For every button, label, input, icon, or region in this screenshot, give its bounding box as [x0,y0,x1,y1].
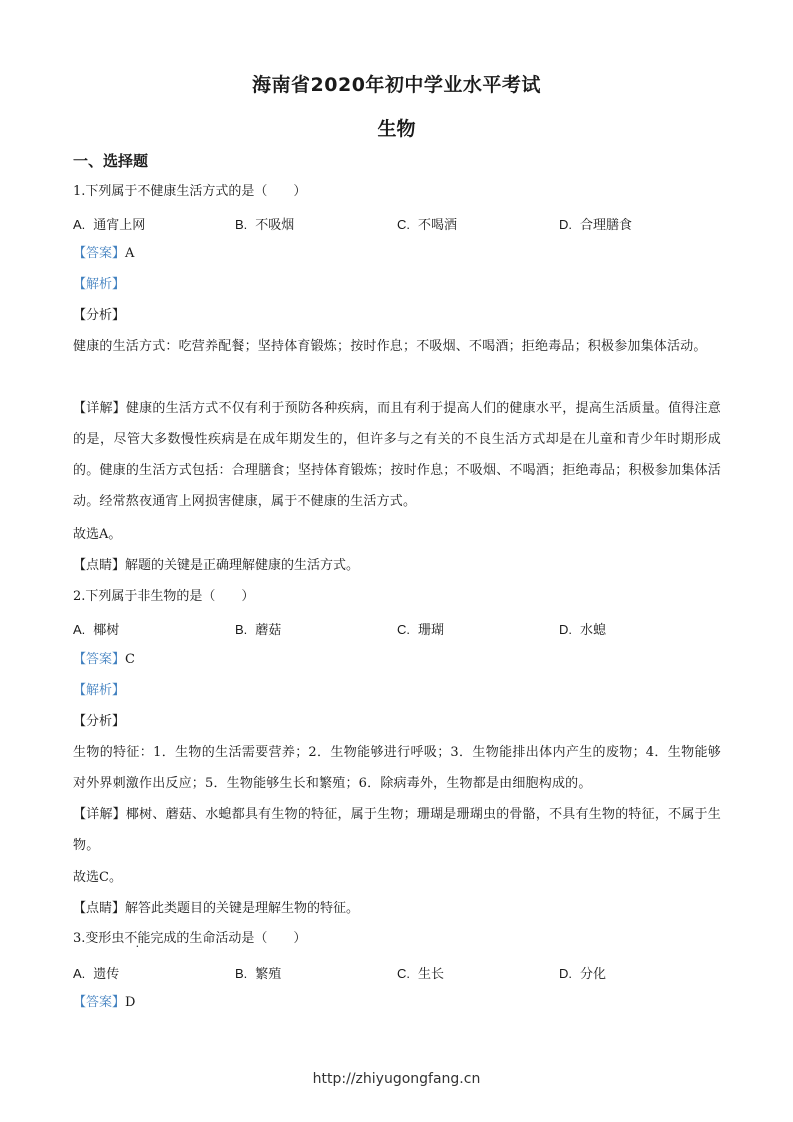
q2-stem: 2.下列属于非生物的是（ ） [73,589,255,604]
q1-analysis-tag: 【解析】 [73,277,126,292]
q1-choice: 故选A。 [73,527,122,542]
q3-options [73,963,721,980]
q1-option-a: A. 通宵上网 [73,217,146,233]
q2-options [73,619,721,636]
q3-option-c: C. 生长 [397,966,445,982]
q1-option-d: D. 合理膳食 [559,217,633,233]
q3-option-a: A. 遗传 [73,966,120,982]
q1-fenxi-tag: 【分析】 [73,308,126,323]
q3-option-b: B. 繁殖 [235,966,282,982]
section-heading: 一、选择题 [73,152,149,170]
dianjing-tag: 【点睛】 [73,901,126,916]
xiangjie-tag: 【详解】 [73,807,126,822]
answer-tag: 【答案】 [73,246,126,261]
q3-answer [73,994,721,1011]
dianjing-text: 解题的关键是正确理解健康的生活方式。 [125,558,360,573]
q2-option-c: C. 珊瑚 [397,622,445,638]
q2-option-d: D. 水螅 [559,622,607,638]
q2-answer [73,651,721,668]
q2-xiangjie [73,799,721,861]
answer-value: A [125,246,135,261]
page-title: 海南省2020年初中学业水平考试 [252,74,541,96]
answer-value: D [125,995,136,1010]
q2-dianjing [73,900,721,917]
q3-stem: 3.变形虫不能完成的生命活动是（ ） [73,931,307,946]
q2-fenxi-text: 生物的特征：1．生物的生活需要营养；2．生物能够进行呼吸；3．生物能排出体内产生的废物；4．生物能够对外界刺激作出反应；5．生物能够生长和繁殖；6．除病毒外，生物都是由细胞构成的。 [73,745,721,791]
q2-fenxi-tag: 【分析】 [73,714,126,729]
footer-url: http://zhiyugongfang.cn [312,1071,481,1087]
xiangjie-text: 椰树、蘑菇、水螅都具有生物的特征，属于生物；珊瑚是珊瑚虫的骨骼，不具有生物的特征，不属于生物。 [73,807,721,853]
answer-tag: 【答案】 [73,652,126,667]
emphasis-dotted-text: 不能 [124,931,151,946]
q2-analysis-tag: 【解析】 [73,683,126,698]
q1-answer [73,245,721,262]
q3-option-d: D. 分化 [559,966,607,982]
q2-choice: 故选C。 [73,870,122,885]
q2-option-b: B. 蘑菇 [235,622,282,638]
q1-fenxi-text: 健康的生活方式：吃营养配餐；坚持体育锻炼；按时作息；不吸烟、不喝酒；拒绝毒品；积极参加集体活动。 [73,339,707,354]
q1-xiangjie [73,393,721,517]
q2-option-a: A. 椰树 [73,622,120,638]
xiangjie-text: 健康的生活方式不仅有利于预防各种疾病，而且有利于提高人们的健康水平，提高生活质量。值得注意的是，尽管大多数慢性疾病是在成年期发生的，但许多与之有关的不良生活方式却是在儿童和青少年时期形成的。健康的生活方式包括：合理膳食；坚持体育锻炼；按时作息；不吸烟、不喝酒；拒绝毒品；积极参加集体活动。经常熬夜通宵上网损害健康，属于不健康的生活方式。 [73,401,721,509]
dianjing-tag: 【点睛】 [73,558,126,573]
xiangjie-tag: 【详解】 [73,401,126,416]
q1-option-c: C. 不喝酒 [397,217,458,233]
dianjing-text: 解答此类题目的关键是理解生物的特征。 [125,901,360,916]
q1-options [73,214,721,231]
answer-tag: 【答案】 [73,995,126,1010]
answer-value: C [125,652,135,667]
q1-option-b: B. 不吸烟 [235,217,295,233]
page-subtitle: 生物 [377,118,416,140]
q1-dianjing [73,557,721,574]
q1-stem: 1.下列属于不健康生活方式的是（ ） [73,184,307,199]
